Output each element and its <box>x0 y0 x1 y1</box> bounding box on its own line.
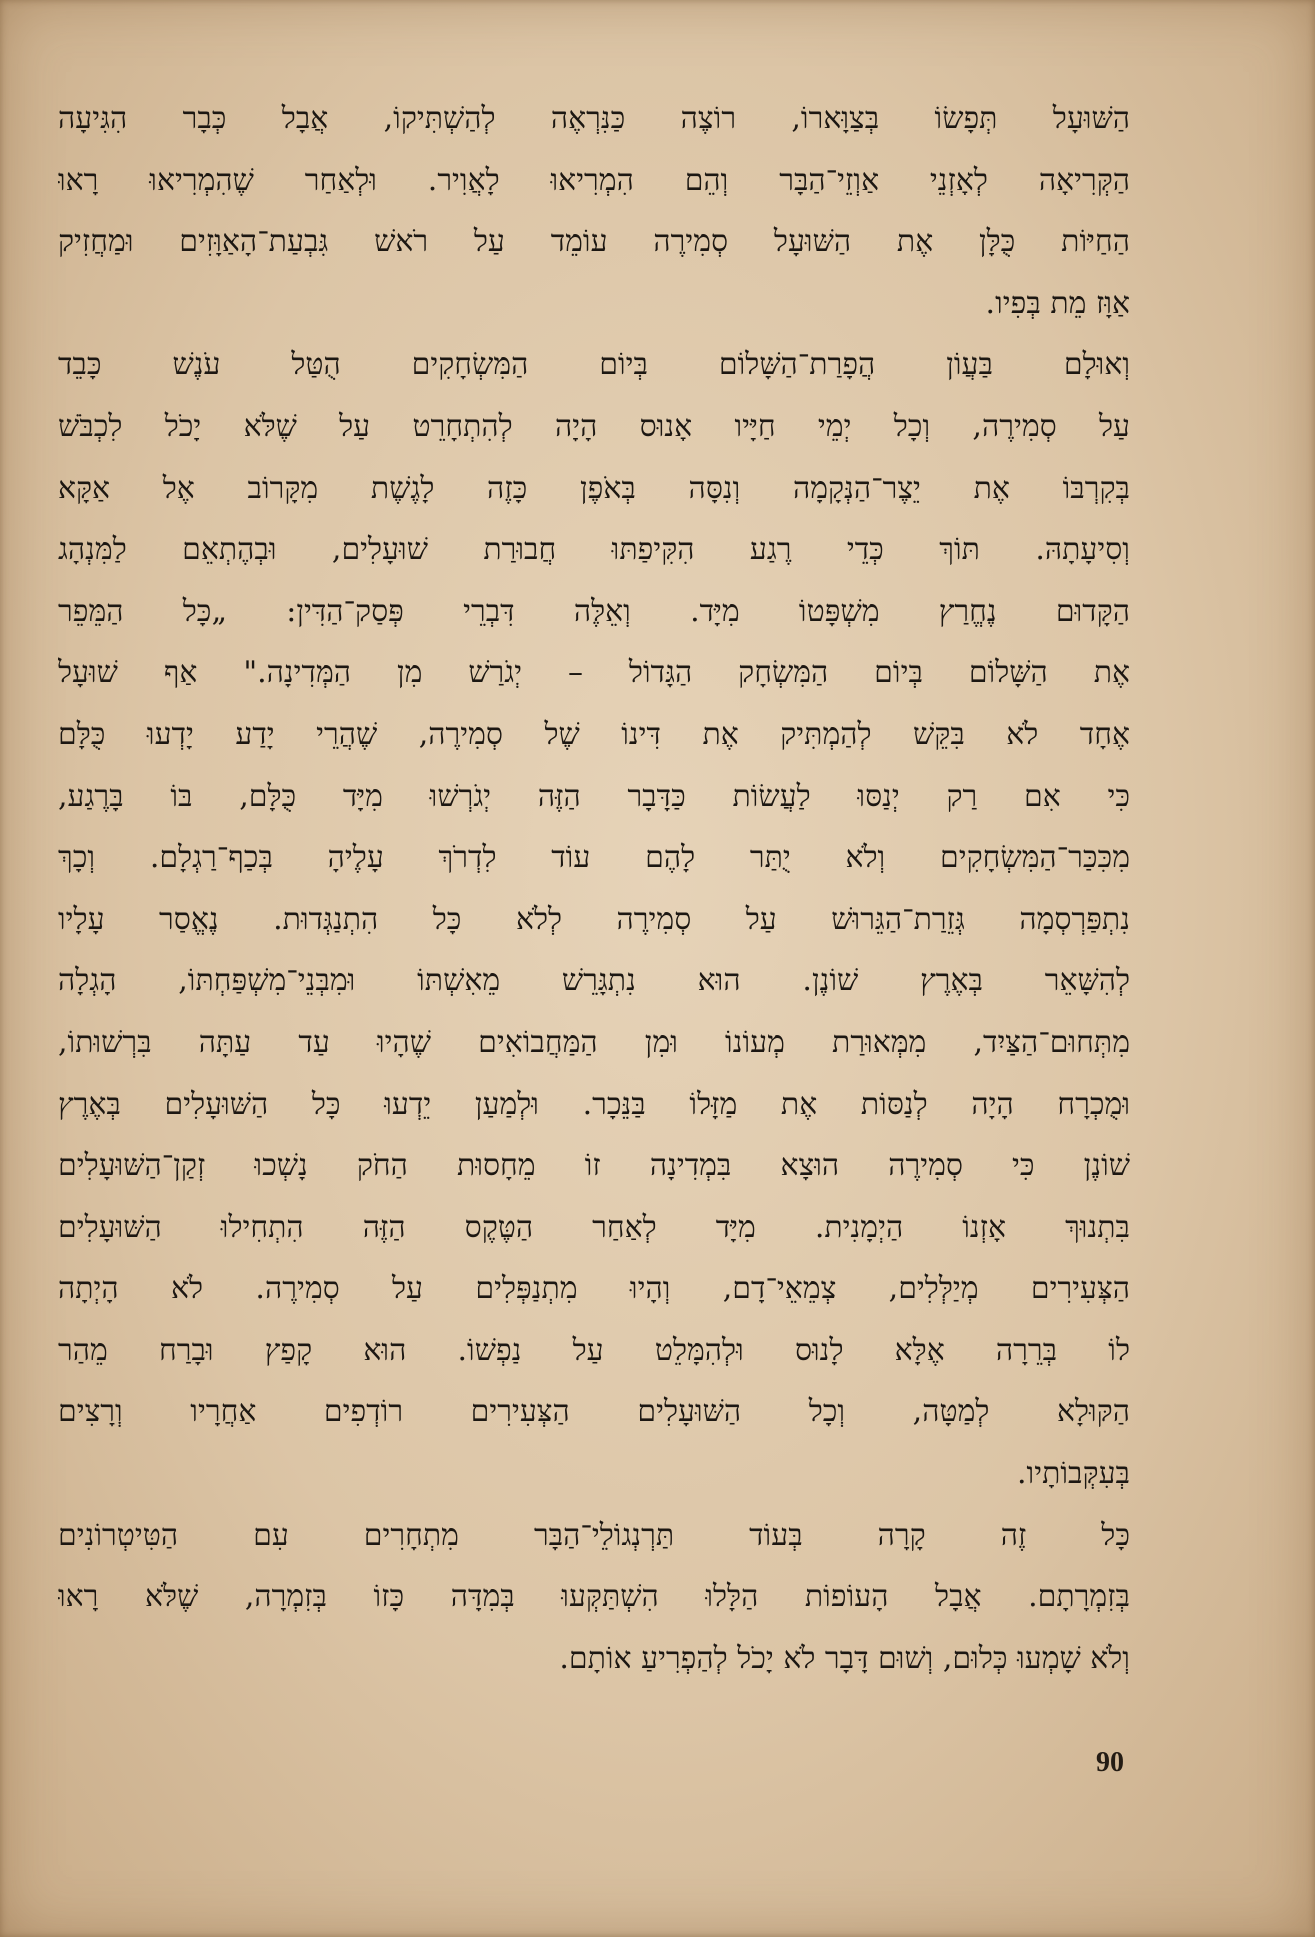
text-line: אַוָּז מֵת בְּפִיו. <box>985 285 1130 321</box>
text-line: כִּי אִם רַק יְנַסּוּ לַעֲשׂוֹת כַּדָּבָר הַזֶּה יְגֹרְשׁוּ מִיָּד כֻּלָּם, בּוֹ בָּרֶגַע, <box>58 778 1130 814</box>
text-line: בְּעִקְּבוֹתָיו. <box>1017 1456 1130 1492</box>
text-line: כָּל זֶה קָרָה בְּעוֹד תַּרְנְגוֹלֵי־הַבָּר מִתְחָרִים עִם הַטִּיטְרוֹנִים <box>58 1517 1130 1553</box>
text-line: עַל סְמִירֶה, וְכָל יְמֵי חַיָּיו אָנוּס הָיָה לְהִתְחָרֵט עַל שֶׁלֹּא יָכֹל לִכְבֹּשׁ <box>58 408 1130 444</box>
page-number: 90 <box>1096 1747 1124 1778</box>
text-line: מִכִּכַּר־הַמִּשְׂחָקִים וְלֹא יֻתַּר לָהֶם עוֹד לִדְרֹךְ עָלֶיהָ בְּכַף־רַגְלָם. וְכָךְ <box>58 840 1130 876</box>
text-line: הַקָּדוּם נֶחֱרַץ מִשְׁפָּטוֹ מִיָּד. וְאֵלֶּה דִּבְרֵי פְּסַק־הַדִּין: „כָּל הַמֵּפֵר <box>58 593 1130 629</box>
paragraph-3 <box>58 1505 1130 1690</box>
text-line: בִּתְנוּךְ אָזְנוֹ הַיְמָנִית. מִיָּד לְאַחַר הַטֶּקֶס הַזֶּה הִתְחִילוּ הַשּׁוּעָלִים <box>58 1209 1130 1245</box>
text-line: אֶת הַשָּׁלוֹם בְּיוֹם הַמִּשְׂחָק הַגָּדוֹל – יְגֹרַשׁ מִן הַמְּדִינָה." אַף שׁוּעָל <box>58 655 1130 691</box>
paragraph-2 <box>58 334 1130 1504</box>
text-line: הַשּׁוּעָל תְּפָשׂוֹ בְּצַוָּארוֹ, רוֹצֶה כַּנִּרְאֶה לְהַשְׁתִּיקוֹ, אֲבָל כְּבָר הִגִּיעָה <box>58 101 1130 136</box>
paragraph-1 <box>58 88 1130 334</box>
text-line: בְּזִמְרָתָם. אֲבָל הָעוֹפוֹת הַלָּלוּ הִשְׁתַּקְּעוּ בְּמִדָּה כָּזוֹ בְּזִמְרָה, שֶׁלֹּא רָאוּ <box>58 1579 1130 1615</box>
text-line: הַקְּרִיאָה לְאָזְנֵי אַוְזֵי־הַבָּר וְהֵם הִמְרִיאוּ לָאֲוִיר. וּלְאַחַר שֶׁהִמְרִיאוּ רָאוּ <box>58 162 1130 198</box>
text-line: מִתְּחוּם־הַצַּיִד, מִמְּאוּרַת מְעוֹנוֹ וּמִן הַמַּחֲבוֹאִים שֶׁהָיוּ עַד עַתָּה בִּרְשׁוּתוֹ, <box>58 1024 1130 1060</box>
text-line: וְאוּלָם בַּעֲוֹן הֲפָרַת־הַשָּׁלוֹם בְּיוֹם הַמִּשְׂחָקִים הֻטַּל עֹנֶשׁ כָּבֵד <box>58 347 1130 383</box>
text-line: אֶחָד לֹא בִּקֵּשׁ לְהַמְתִּיק אֶת דִּינוֹ שֶׁל סְמִירֶה, שֶׁהֲרֵי יָדַע יָדְעוּ כֻּלָּם <box>58 716 1130 752</box>
text-line: הַחַיּוֹת כֻּלָּן אֶת הַשּׁוּעָל סְמִירֶה עוֹמֵד עַל רֹאשׁ גִּבְעַת־הָאַוָּזִים וּמַחֲזִיק <box>58 224 1130 260</box>
text-line: לְהִשָּׁאֵר בְּאֶרֶץ שׁוֹנֶן. הוּא נִתְגָּרֵשׁ מֵאִשְׁתּוֹ וּמִבְּנֵי־מִשְׁפַּחְתּוֹ, הָגְלָה <box>58 963 1130 999</box>
text-line: לוֹ בְּרֵרָה אֶלָּא לָנוּס וּלְהִמָּלֵט עַל נַפְשׁוֹ. הוּא קָפַץ וּבָרַח מֵהַר <box>58 1332 1130 1368</box>
text-line: וְלֹא שָׁמְעוּ כְּלוּם, וְשׁוּם דָּבָר לֹא יָכֹל לְהַפְרִיעַ אוֹתָם. <box>559 1640 1130 1676</box>
body-text <box>58 88 1130 1689</box>
text-line: הַקּוּלָא לְמַטָּה, וְכָל הַשּׁוּעָלִים הַצְּעִירִים רוֹדְפִים אַחֲרָיו וְרָצִים <box>58 1394 1130 1430</box>
text-line: שׁוֹנֶן כִּי סְמִירֶה הוּצָא בִּמְדִינָה זוֹ מֵחָסוּת הַחֹק נָשְׁכוּ זְקַן־הַשּׁוּעָלִים <box>58 1148 1130 1184</box>
text-line: הַצְּעִירִים מְיַלְּלִים, צְמֵאֵי־דָם, וְהָיוּ מִתְנַפְּלִים עַל סְמִירֶה. לֹא הָיְתָה <box>58 1271 1130 1307</box>
text-line: נִתְפַּרְסְמָה גְּזֵרַת־הַגֵּרוּשׁ עַל סְמִירֶה לְלֹא כָּל הִתְנַגְּדוּת. נֶאֱסַר עָלָיו <box>58 901 1130 937</box>
text-line: וְסִיעָתָהּ. תּוֹךְ כְּדֵי רֶגַע הִקִּיפַתּוּ חֲבוּרַת שׁוּעָלִים, וּבְהֶתְאֵם לַמִּנְהָג <box>58 532 1130 568</box>
text-line: בְּקִרְבּוֹ אֶת יֵצֶר־הַנְּקָמָה וְנִסָּה בְּאֹפֶן כָּזֶה לָגֶשֶׁת מִקָּרוֹב אֶל אַקָּא <box>58 470 1130 506</box>
text-line: וּמֻכְרָח הָיָה לְנַסּוֹת אֶת מַזָּלוֹ בַּנֵּכָר. וּלְמַעַן יֵדְעוּ כָּל הַשּׁוּעָלִים בְּאֶרֶץ <box>58 1086 1130 1122</box>
